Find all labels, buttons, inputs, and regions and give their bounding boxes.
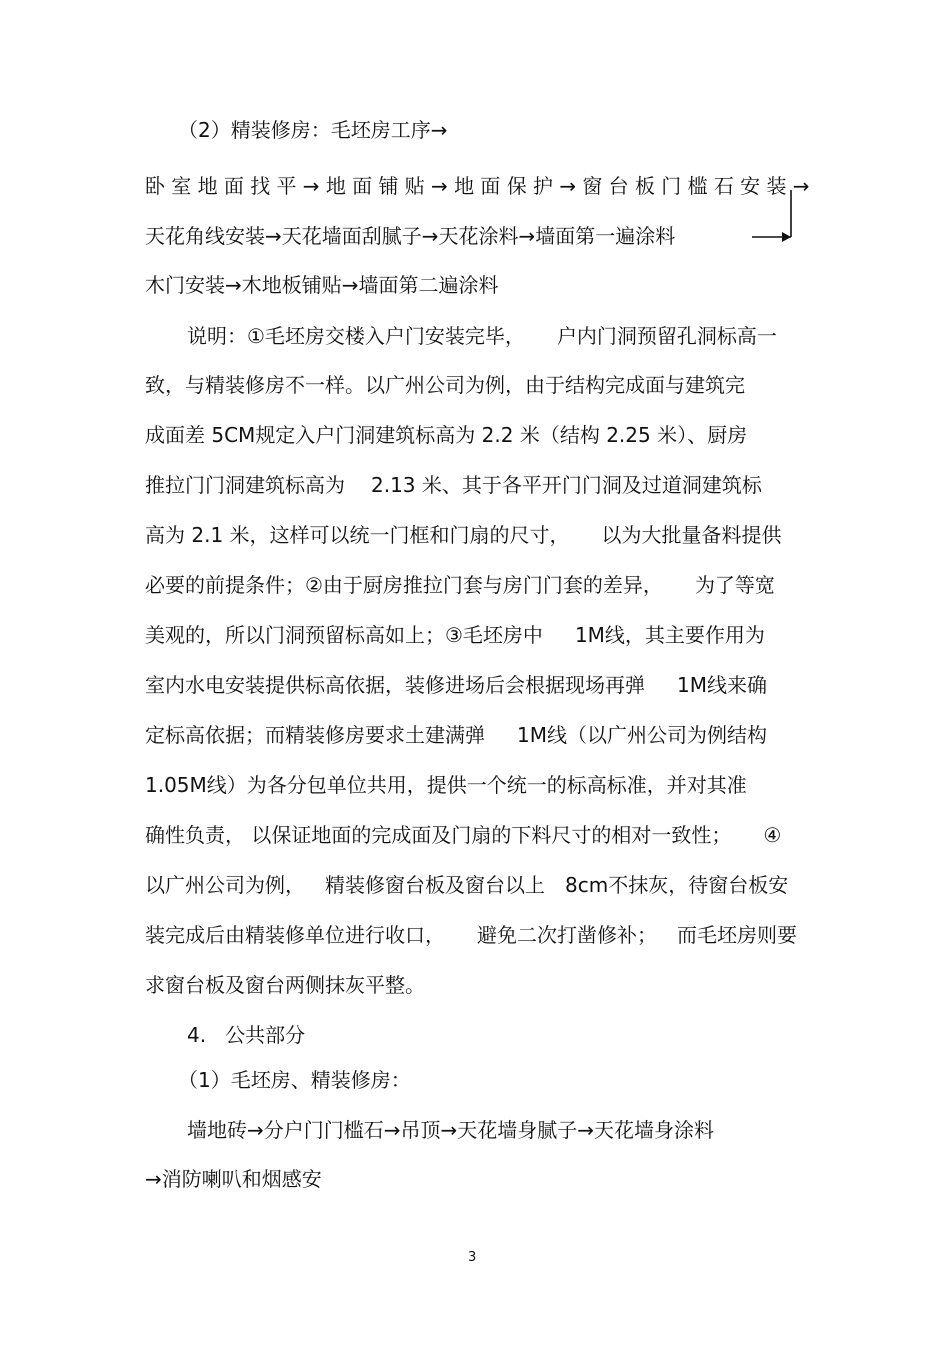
text-run: 户内门洞预留孔洞标高一	[556, 324, 777, 348]
text-run: 1M线（以广州公司为例结构	[517, 723, 767, 747]
text-run: 以为大批量备料提供	[601, 523, 782, 547]
page-number: 3	[468, 1250, 477, 1265]
text-run: 室内水电安装提供标高依据，装修进场后会根据现场再弹	[145, 673, 645, 697]
paragraph-line	[187, 322, 777, 350]
text-run: 成面差 5CM	[145, 423, 256, 447]
section-heading-public-area: 4. 公共部分	[187, 1023, 306, 1047]
text-run: 为了等宽	[694, 573, 775, 597]
paragraph-line	[145, 721, 767, 749]
text-run: 高为 2.1 米，这样可以统一门框和门扇的尺寸，	[145, 523, 570, 547]
process-line-2: 天花角线安装→天花墙面刮腻子→天花涂料→墙面第一遍涂料	[145, 224, 676, 248]
process-line-3: 木门安装→木地板铺贴→墙面第二遍涂料	[145, 273, 499, 297]
paragraph-line: 求窗台板及窗台两侧抹灰平整。	[145, 973, 425, 997]
paragraph-line	[145, 621, 765, 649]
text-run: 而毛坯房则要	[677, 923, 797, 947]
text-run: 定标高依据；而精装修房要求土建满弹	[145, 723, 485, 747]
text-run: 装完成后由精装修单位进行收口，	[145, 923, 445, 947]
process-line-public-2: →消防喇叭和烟感安	[145, 1167, 322, 1191]
text-run: 必要的前提条件；②由于厨房推拉门套与房门门套的差异，	[145, 573, 663, 597]
flow-connector-arrow	[740, 180, 800, 250]
text-run: 规定入户门洞建筑标高为 2.2 米（结构 2.25 米）、厨房	[255, 423, 748, 447]
text-run: 以广州公司为例，	[145, 873, 305, 897]
paragraph-line	[145, 871, 788, 899]
text-run: 避免二次打凿修补；	[477, 923, 657, 947]
text-run: ④	[763, 823, 782, 847]
paragraph-line	[145, 921, 797, 949]
text-run: 2.13 米、其于各平开门门洞及过道洞建筑标	[371, 473, 762, 497]
process-line-public-1: 墙地砖→分户门门槛石→吊顶→天花墙身腻子→天花墙身涂料	[187, 1118, 715, 1142]
paragraph-line	[145, 471, 762, 499]
paragraph-line	[145, 571, 775, 599]
text-run: 1M线来确	[677, 673, 767, 697]
text-run: 1M线，其主要作用为	[574, 623, 765, 647]
paragraph-line: 致，与精装修房不一样。以广州公司为例，由于结构完成面与建筑完	[145, 373, 745, 397]
text-run: 8cm不抹灰，待窗台板安	[565, 873, 789, 897]
paragraph-line	[145, 421, 747, 449]
text-run: 确性负责， 以保证地面的完成面及门扇的下料尺寸的相对一致性；	[145, 823, 732, 847]
process-line-1: 卧室地面找平→地面铺贴→地面保护→窗台板门槛石安装→	[145, 174, 816, 198]
text-run: 说明：①毛坯房交楼入户门安装完毕，	[187, 324, 525, 348]
paragraph-line	[145, 671, 767, 699]
paragraph-line: 1.05M线）为各分包单位共用，提供一个统一的标高标准，并对其准	[145, 773, 747, 797]
heading-decorated-housing: （2）精装修房：毛坯房工序→	[178, 118, 448, 142]
text-run: 美观的，所以门洞预留标高如上；③毛坯房中	[145, 623, 543, 647]
paragraph-line	[145, 821, 781, 849]
paragraph-line	[145, 521, 782, 549]
text-run: 推拉门门洞建筑标高为	[145, 473, 345, 497]
subheading-housing-types: （1）毛坯房、精装修房：	[178, 1068, 411, 1092]
text-run: 精装修窗台板及窗台以上	[325, 873, 545, 897]
